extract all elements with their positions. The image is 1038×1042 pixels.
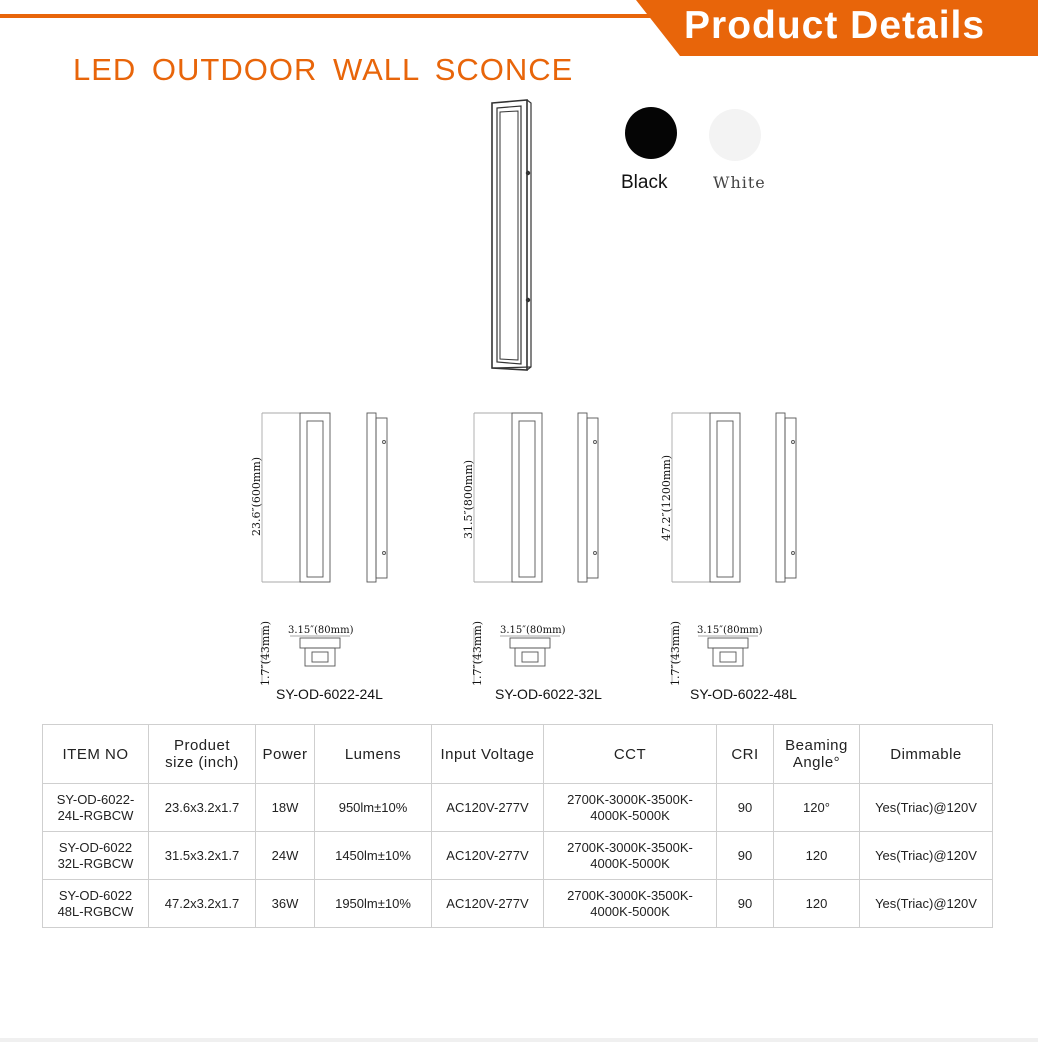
- drawing-48l: [672, 413, 796, 682]
- product-name: LED OUTDOOR WALL SCONCE: [73, 52, 574, 87]
- header-power: Power: [256, 725, 315, 784]
- cell-lumens: 950lm±10%: [315, 784, 432, 832]
- model-label: SY-OD-6022-24L: [276, 686, 383, 702]
- cell-voltage: AC120V-277V: [432, 832, 544, 880]
- spec-table: [42, 724, 993, 928]
- header-cct: CCT: [544, 725, 717, 784]
- width-dimension: 3.15″(80mm): [500, 625, 566, 636]
- page-title: Product Details: [684, 4, 986, 47]
- cell-cct: 2700K-3000K-3500K- 4000K-5000K: [544, 832, 717, 880]
- finish-label-black: Black: [621, 172, 668, 193]
- cell-cri: 90: [717, 832, 774, 880]
- header-item-no: ITEM NO: [43, 725, 149, 784]
- header-cri: CRI: [717, 725, 774, 784]
- cell-size: 31.5x3.2x1.7: [149, 832, 256, 880]
- cell-item-no: SY-OD-6022 32L-RGBCW: [43, 832, 149, 880]
- cell-dimmable: Yes(Triac)@120V: [860, 784, 993, 832]
- table-header-row: [43, 725, 993, 784]
- width-dimension: 3.15″(80mm): [697, 625, 763, 636]
- cell-lumens: 1450lm±10%: [315, 832, 432, 880]
- header-voltage: Input Voltage: [432, 725, 544, 784]
- height-dimension: 23.6″(600mm): [250, 456, 263, 536]
- cell-cri: 90: [717, 880, 774, 928]
- cell-cri: 90: [717, 784, 774, 832]
- cell-beam-angle: 120: [774, 832, 860, 880]
- cell-cct: 2700K-3000K-3500K- 4000K-5000K: [544, 784, 717, 832]
- cell-item-no: SY-OD-6022- 24L-RGBCW: [43, 784, 149, 832]
- cell-dimmable: Yes(Triac)@120V: [860, 832, 993, 880]
- height-dimension: 31.5″(800mm): [462, 459, 475, 539]
- model-label: SY-OD-6022-48L: [690, 686, 797, 702]
- header-dimmable: Dimmable: [860, 725, 993, 784]
- cell-cct: 2700K-3000K-3500K- 4000K-5000K: [544, 880, 717, 928]
- product-render: [492, 100, 531, 370]
- cell-lumens: 1950lm±10%: [315, 880, 432, 928]
- footer-rule: [0, 1038, 1038, 1042]
- cell-size: 47.2x3.2x1.7: [149, 880, 256, 928]
- cell-power: 24W: [256, 832, 315, 880]
- cell-beam-angle: 120°: [774, 784, 860, 832]
- depth-dimension: 1.7″(43mm): [471, 620, 484, 686]
- depth-dimension: 1.7″(43mm): [669, 620, 682, 686]
- cell-voltage: AC120V-277V: [432, 784, 544, 832]
- header-beam-angle: Beaming Angle°: [774, 725, 860, 784]
- header-lumens: Lumens: [315, 725, 432, 784]
- model-label: SY-OD-6022-32L: [495, 686, 602, 702]
- cell-beam-angle: 120: [774, 880, 860, 928]
- table-row: [43, 784, 993, 832]
- header-size: Produet size (inch): [149, 725, 256, 784]
- finish-label-white: White: [713, 173, 766, 192]
- height-dimension: 47.2″(1200mm): [660, 454, 673, 541]
- cell-voltage: AC120V-277V: [432, 880, 544, 928]
- cell-item-no: SY-OD-6022 48L-RGBCW: [43, 880, 149, 928]
- drawing-32l: [474, 413, 598, 682]
- drawing-24l: [262, 413, 387, 682]
- table-row: [43, 832, 993, 880]
- depth-dimension: 1.7″(43mm): [259, 620, 272, 686]
- cell-power: 18W: [256, 784, 315, 832]
- width-dimension: 3.15″(80mm): [288, 625, 354, 636]
- table-row: [43, 880, 993, 928]
- cell-size: 23.6x3.2x1.7: [149, 784, 256, 832]
- cell-dimmable: Yes(Triac)@120V: [860, 880, 993, 928]
- cell-power: 36W: [256, 880, 315, 928]
